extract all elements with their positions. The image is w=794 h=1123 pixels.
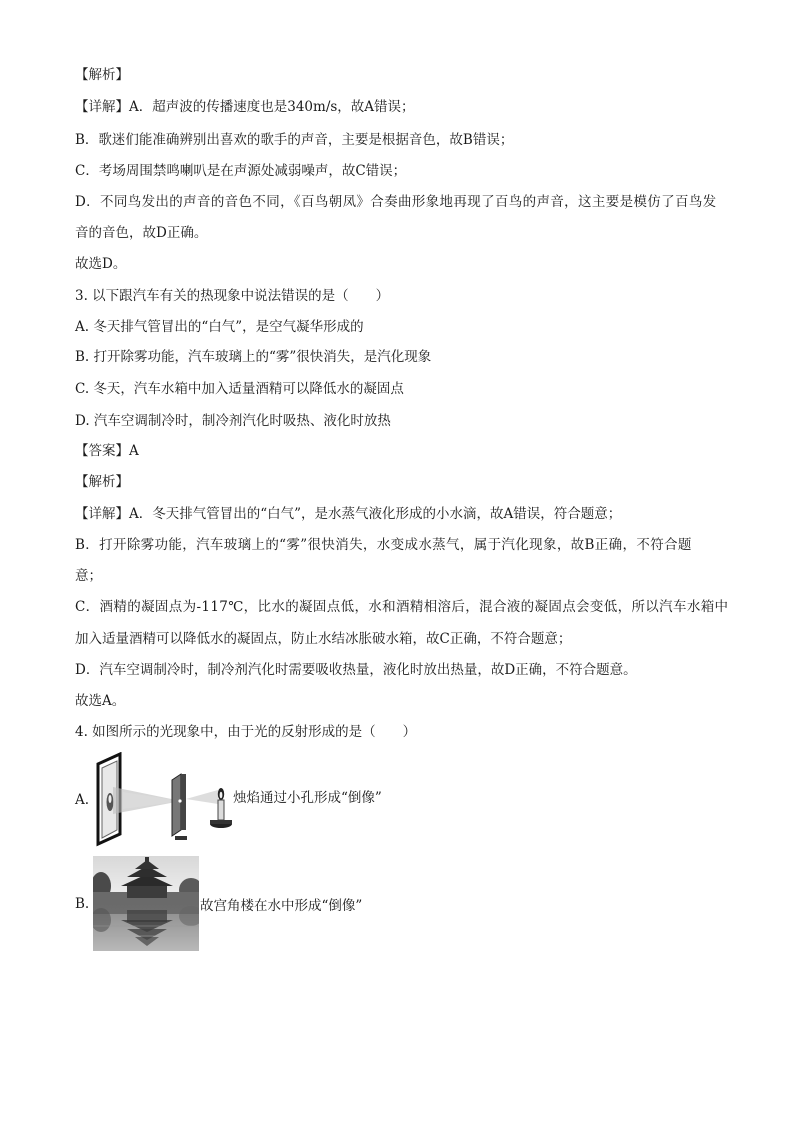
prev-detail-c: C．考场周围禁鸣喇叭是在声源处减弱噪声，故C错误；	[75, 163, 407, 179]
q3-detail-a: 【详解】A．冬天排气管冒出的“白气”，是水蒸气液化形成的小水滴，故A错误，符合题意；	[75, 506, 622, 522]
q3-detail-d: D．汽车空调制冷时，制冷剂汽化时需要吸收热量，液化时放出热量，故D正确，不符合题意。	[75, 662, 637, 678]
q4-option-b-letter: B.	[75, 895, 90, 912]
q3-detail-b-line1: B．打开除雾功能，汽车玻璃上的“雾”很快消失，水变成水蒸气，属于汽化现象，故B正确，不符合题	[75, 537, 692, 553]
q3-option-d: D. 汽车空调制冷时，制冷剂汽化时吸热、液化时放热	[75, 413, 391, 429]
q4-stem: 4. 如图所示的光现象中，由于光的反射形成的是（ ）	[75, 724, 417, 740]
q3-detail-c-line1: C．酒精的凝固点为-117℃，比水的凝固点低，水和酒精相溶后，混合液的凝固点会变低，所以汽车水箱中	[75, 599, 729, 615]
prev-detail-d-line2: 音的音色，故D正确。	[75, 225, 208, 241]
q4-option-b-caption: 故宫角楼在水中形成“倒像”	[200, 897, 363, 914]
analysis-label: 【解析】	[75, 67, 129, 83]
corner-tower-photo	[93, 856, 199, 951]
q3-stem: 3. 以下跟汽车有关的热现象中说法错误的是（ ）	[75, 288, 390, 304]
q3-option-c: C. 冬天，汽车水箱中加入适量酒精可以降低水的凝固点	[75, 381, 404, 397]
q4-option-a-caption: 烛焰通过小孔形成“倒像”	[233, 789, 382, 806]
prev-detail-b: B．歌迷们能准确辨别出喜欢的歌手的声音，主要是根据音色，故B错误；	[75, 132, 514, 148]
q3-conclusion: 故选A。	[75, 693, 126, 709]
q4-option-a-letter: A.	[75, 791, 90, 808]
q3-analysis-label: 【解析】	[75, 474, 129, 490]
q3-detail-c-line2: 加入适量酒精可以降低水的凝固点，防止水结冰胀破水箱，故C正确，不符合题意；	[75, 631, 572, 647]
q4-option-b	[75, 856, 362, 951]
prev-detail-a: 【详解】A．超声波的传播速度也是340m/s，故A错误；	[75, 99, 415, 115]
q3-answer-label: 【答案】A	[75, 443, 139, 459]
pinhole-camera-figure	[93, 752, 243, 847]
prev-conclusion: 故选D。	[75, 256, 127, 272]
q3-option-a: A. 冬天排气管冒出的“白气”，是空气凝华形成的	[75, 319, 364, 335]
q4-option-a	[75, 752, 382, 847]
q3-option-b: B. 打开除雾功能，汽车玻璃上的“雾”很快消失，是汽化现象	[75, 349, 432, 365]
prev-detail-d-line1: D．不同鸟发出的声音的音色不同，《百鸟朝凤》合奏曲形象地再现了百鸟的声音，这主要是模仿了百鸟发	[75, 194, 717, 210]
q3-detail-b-line2: 意；	[75, 568, 102, 584]
